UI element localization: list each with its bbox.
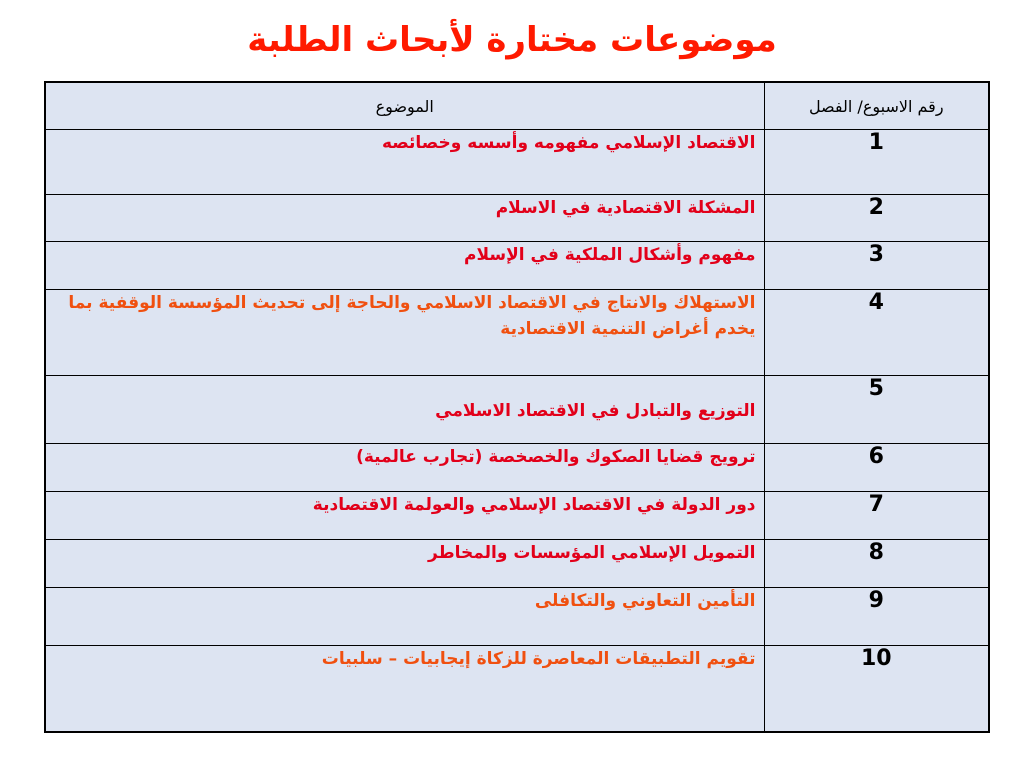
table-row [45, 588, 989, 646]
slide-title: موضوعات مختارة لأبحاث الطلبة [247, 20, 777, 60]
topic-text: التأمين التعاوني والتكافلى [45, 588, 764, 646]
week-number: 6 [764, 444, 989, 492]
table-row [45, 540, 989, 588]
table-row [45, 376, 989, 444]
topic-text: التمويل الإسلامي المؤسسات والمخاطر [45, 540, 764, 588]
week-number: 10 [764, 646, 989, 732]
topic-text: الاقتصاد الإسلامي مفهومه وأسسه وخصائصه [45, 130, 764, 195]
topic-text: دور الدولة في الاقتصاد الإسلامي والعولمة الاقتصادية [45, 492, 764, 540]
week-number: 7 [764, 492, 989, 540]
week-number: 2 [764, 195, 989, 242]
table-row [45, 195, 989, 242]
week-number: 5 [764, 376, 989, 444]
topic-text: مفهوم وأشكال الملكية في الإسلام [45, 242, 764, 290]
header-topic: الموضوع [45, 82, 764, 130]
table-row [45, 444, 989, 492]
table-row [45, 646, 989, 732]
table-row [45, 492, 989, 540]
week-number: 1 [764, 130, 989, 195]
topic-text: الاستهلاك والانتاج في الاقتصاد الاسلامي والحاجة إلى تحديث المؤسسة الوقفية بما يخدم أغراض التنمية الاقتصادية [45, 290, 764, 376]
week-number: 4 [764, 290, 989, 376]
table-row [45, 290, 989, 376]
week-number: 9 [764, 588, 989, 646]
table-row [45, 242, 989, 290]
topic-text: التوزيع والتبادل في الاقتصاد الاسلامي [45, 376, 764, 444]
topic-text: تقويم التطبيقات المعاصرة للزكاة إيجابيات – سلبيات [45, 646, 764, 732]
week-number: 8 [764, 540, 989, 588]
table-row [45, 130, 989, 195]
topic-text: ترويج قضايا الصكوك والخصخصة (تجارب عالمية) [45, 444, 764, 492]
topic-text: المشكلة الاقتصادية في الاسلام [45, 195, 764, 242]
header-week: رقم الاسبوع/ الفصل [764, 82, 989, 130]
table-header-row [45, 82, 989, 130]
topics-table [44, 81, 990, 733]
week-number: 3 [764, 242, 989, 290]
